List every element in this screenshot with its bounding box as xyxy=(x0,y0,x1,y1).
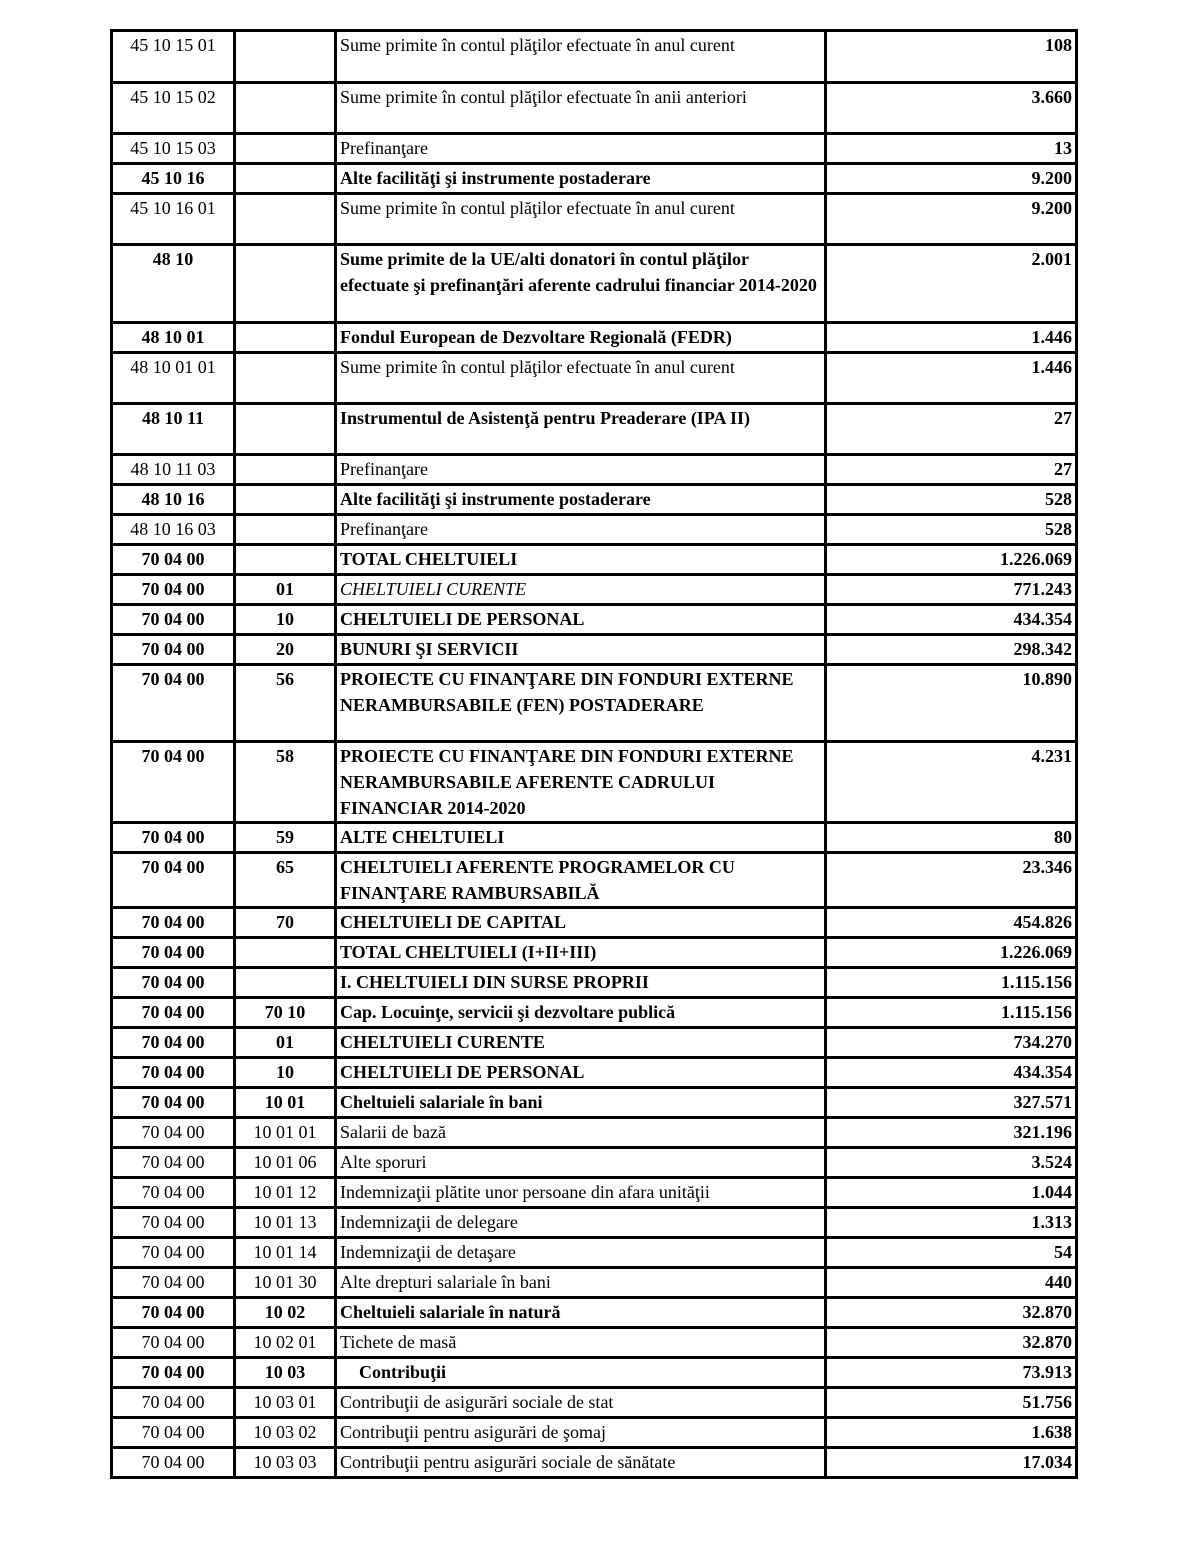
subcode-cell xyxy=(235,134,336,164)
subcode-cell: 10 02 01 xyxy=(235,1328,336,1358)
amount-cell: 434.354 xyxy=(826,605,1077,635)
amount-cell: 3.660 xyxy=(826,83,1077,134)
subcode-cell xyxy=(235,164,336,194)
subcode-cell xyxy=(235,245,336,323)
table-row xyxy=(112,1418,1077,1448)
description-cell: CHELTUIELI DE CAPITAL xyxy=(336,908,826,938)
amount-cell: 1.115.156 xyxy=(826,998,1077,1028)
description-cell: Contribuţii de asigurări sociale de stat xyxy=(336,1388,826,1418)
subcode-cell: 01 xyxy=(235,575,336,605)
subcode-cell: 58 xyxy=(235,742,336,823)
budget-code-cell: 70 04 00 xyxy=(112,1088,235,1118)
budget-code-cell: 70 04 00 xyxy=(112,853,235,908)
budget-code-cell: 70 04 00 xyxy=(112,968,235,998)
subcode-cell: 10 01 30 xyxy=(235,1268,336,1298)
amount-cell: 27 xyxy=(826,455,1077,485)
subcode-cell: 10 01 13 xyxy=(235,1208,336,1238)
subcode-cell: 10 01 12 xyxy=(235,1178,336,1208)
description-cell: Sume primite de la UE/alti donatori în contul plăţilor efectuate şi prefinanţări aferente cadrului financiar 2014-2020 xyxy=(336,245,826,323)
table-row xyxy=(112,1028,1077,1058)
description-cell: Prefinanţare xyxy=(336,515,826,545)
amount-cell: 440 xyxy=(826,1268,1077,1298)
amount-cell: 528 xyxy=(826,485,1077,515)
description-cell: Contribuţii pentru asigurări de şomaj xyxy=(336,1418,826,1448)
description-cell: Contribuţii pentru asigurări sociale de sănătate xyxy=(336,1448,826,1478)
subcode-cell: 01 xyxy=(235,1028,336,1058)
subcode-cell xyxy=(235,31,336,83)
subcode-cell: 59 xyxy=(235,823,336,853)
description-cell: ALTE CHELTUIELI xyxy=(336,823,826,853)
budget-code-cell: 70 04 00 xyxy=(112,605,235,635)
amount-cell: 80 xyxy=(826,823,1077,853)
subcode-cell: 20 xyxy=(235,635,336,665)
description-cell: Indemnizaţii plătite unor persoane din afara unităţii xyxy=(336,1178,826,1208)
budget-table xyxy=(110,29,1078,1479)
description-cell: Salarii de bază xyxy=(336,1118,826,1148)
budget-code-cell: 70 04 00 xyxy=(112,908,235,938)
table-row xyxy=(112,1208,1077,1238)
table-row xyxy=(112,245,1077,323)
description-cell: Alte drepturi salariale în bani xyxy=(336,1268,826,1298)
subcode-cell xyxy=(235,83,336,134)
budget-code-cell: 45 10 15 01 xyxy=(112,31,235,83)
subcode-cell xyxy=(235,455,336,485)
subcode-cell: 70 10 xyxy=(235,998,336,1028)
amount-cell: 454.826 xyxy=(826,908,1077,938)
subcode-cell: 10 01 xyxy=(235,1088,336,1118)
budget-code-cell: 70 04 00 xyxy=(112,1208,235,1238)
budget-code-cell: 70 04 00 xyxy=(112,742,235,823)
description-cell: PROIECTE CU FINANŢARE DIN FONDURI EXTERNE NERAMBURSABILE (FEN) POSTADERARE xyxy=(336,665,826,742)
amount-cell: 73.913 xyxy=(826,1358,1077,1388)
description-cell: Sume primite în contul plăţilor efectuate în anii anteriori xyxy=(336,83,826,134)
table-row xyxy=(112,485,1077,515)
amount-cell: 298.342 xyxy=(826,635,1077,665)
description-cell: Alte facilităţi şi instrumente postaderare xyxy=(336,485,826,515)
amount-cell: 327.571 xyxy=(826,1088,1077,1118)
table-row xyxy=(112,1388,1077,1418)
amount-cell: 27 xyxy=(826,404,1077,455)
table-row xyxy=(112,853,1077,908)
budget-code-cell: 70 04 00 xyxy=(112,1118,235,1148)
budget-code-cell: 70 04 00 xyxy=(112,1298,235,1328)
table-row xyxy=(112,134,1077,164)
table-row xyxy=(112,194,1077,245)
table-row xyxy=(112,515,1077,545)
subcode-cell xyxy=(235,194,336,245)
amount-cell: 771.243 xyxy=(826,575,1077,605)
description-cell: Instrumentul de Asistenţă pentru Preaderare (IPA II) xyxy=(336,404,826,455)
budget-code-cell: 45 10 15 03 xyxy=(112,134,235,164)
description-cell: Cheltuieli salariale în natură xyxy=(336,1298,826,1328)
amount-cell: 108 xyxy=(826,31,1077,83)
subcode-cell xyxy=(235,404,336,455)
budget-code-cell: 48 10 01 01 xyxy=(112,353,235,404)
budget-code-cell: 45 10 15 02 xyxy=(112,83,235,134)
subcode-cell: 10 02 xyxy=(235,1298,336,1328)
amount-cell: 321.196 xyxy=(826,1118,1077,1148)
amount-cell: 1.313 xyxy=(826,1208,1077,1238)
description-cell: Cap. Locuinţe, servicii şi dezvoltare publică xyxy=(336,998,826,1028)
budget-code-cell: 70 04 00 xyxy=(112,1148,235,1178)
description-cell: CHELTUIELI CURENTE xyxy=(336,1028,826,1058)
description-cell: PROIECTE CU FINANŢARE DIN FONDURI EXTERNE NERAMBURSABILE AFERENTE CADRULUI FINANCIAR 2014-2020 xyxy=(336,742,826,823)
budget-code-cell: 70 04 00 xyxy=(112,1328,235,1358)
budget-code-cell: 48 10 01 xyxy=(112,323,235,353)
budget-code-cell: 70 04 00 xyxy=(112,938,235,968)
table-row xyxy=(112,83,1077,134)
description-cell: Tichete de masă xyxy=(336,1328,826,1358)
description-cell: Sume primite în contul plăţilor efectuate în anul curent xyxy=(336,31,826,83)
table-row xyxy=(112,1328,1077,1358)
amount-cell: 734.270 xyxy=(826,1028,1077,1058)
table-row xyxy=(112,353,1077,404)
amount-cell: 1.638 xyxy=(826,1418,1077,1448)
table-row xyxy=(112,1448,1077,1478)
budget-code-cell: 70 04 00 xyxy=(112,665,235,742)
budget-code-cell: 70 04 00 xyxy=(112,1268,235,1298)
amount-cell: 1.446 xyxy=(826,323,1077,353)
amount-cell: 23.346 xyxy=(826,853,1077,908)
description-cell: BUNURI ŞI SERVICII xyxy=(336,635,826,665)
table-row xyxy=(112,1058,1077,1088)
amount-cell: 1.226.069 xyxy=(826,938,1077,968)
amount-cell: 1.226.069 xyxy=(826,545,1077,575)
description-cell: I. CHELTUIELI DIN SURSE PROPRII xyxy=(336,968,826,998)
amount-cell: 51.756 xyxy=(826,1388,1077,1418)
description-cell: Prefinanţare xyxy=(336,455,826,485)
description-cell: Sume primite în contul plăţilor efectuate în anul curent xyxy=(336,353,826,404)
budget-code-cell: 70 04 00 xyxy=(112,1178,235,1208)
amount-cell: 13 xyxy=(826,134,1077,164)
budget-code-cell: 70 04 00 xyxy=(112,1238,235,1268)
description-cell: Cheltuieli salariale în bani xyxy=(336,1088,826,1118)
budget-code-cell: 48 10 xyxy=(112,245,235,323)
table-row xyxy=(112,998,1077,1028)
subcode-cell xyxy=(235,323,336,353)
description-cell: TOTAL CHELTUIELI (I+II+III) xyxy=(336,938,826,968)
budget-code-cell: 70 04 00 xyxy=(112,823,235,853)
subcode-cell: 10 01 06 xyxy=(235,1148,336,1178)
amount-cell: 528 xyxy=(826,515,1077,545)
table-row xyxy=(112,1178,1077,1208)
table-row xyxy=(112,1148,1077,1178)
table-row xyxy=(112,455,1077,485)
amount-cell: 1.115.156 xyxy=(826,968,1077,998)
description-cell: Alte sporuri xyxy=(336,1148,826,1178)
description-cell: Indemnizaţii de detaşare xyxy=(336,1238,826,1268)
budget-code-cell: 48 10 16 xyxy=(112,485,235,515)
table-row xyxy=(112,575,1077,605)
budget-code-cell: 70 04 00 xyxy=(112,1058,235,1088)
amount-cell: 1.044 xyxy=(826,1178,1077,1208)
budget-code-cell: 45 10 16 01 xyxy=(112,194,235,245)
subcode-cell: 10 01 14 xyxy=(235,1238,336,1268)
amount-cell: 54 xyxy=(826,1238,1077,1268)
amount-cell: 3.524 xyxy=(826,1148,1077,1178)
budget-code-cell: 48 10 11 03 xyxy=(112,455,235,485)
subcode-cell xyxy=(235,968,336,998)
table-row xyxy=(112,665,1077,742)
amount-cell: 4.231 xyxy=(826,742,1077,823)
budget-code-cell: 70 04 00 xyxy=(112,1028,235,1058)
description-cell: Fondul European de Dezvoltare Regională (FEDR) xyxy=(336,323,826,353)
subcode-cell: 70 xyxy=(235,908,336,938)
table-row xyxy=(112,742,1077,823)
description-cell: CHELTUIELI CURENTE xyxy=(336,575,826,605)
amount-cell: 17.034 xyxy=(826,1448,1077,1478)
subcode-cell: 10 03 xyxy=(235,1358,336,1388)
table-row xyxy=(112,164,1077,194)
subcode-cell xyxy=(235,515,336,545)
table-row xyxy=(112,605,1077,635)
table-row xyxy=(112,1118,1077,1148)
table-row xyxy=(112,1268,1077,1298)
table-row xyxy=(112,968,1077,998)
table-row xyxy=(112,635,1077,665)
description-cell: TOTAL CHELTUIELI xyxy=(336,545,826,575)
amount-cell: 2.001 xyxy=(826,245,1077,323)
table-row xyxy=(112,1238,1077,1268)
description-cell: Alte facilităţi şi instrumente postaderare xyxy=(336,164,826,194)
subcode-cell: 65 xyxy=(235,853,336,908)
budget-code-cell: 48 10 11 xyxy=(112,404,235,455)
description-cell: CHELTUIELI DE PERSONAL xyxy=(336,1058,826,1088)
table-row xyxy=(112,823,1077,853)
table-row xyxy=(112,545,1077,575)
subcode-cell: 10 xyxy=(235,605,336,635)
budget-code-cell: 70 04 00 xyxy=(112,1448,235,1478)
subcode-cell xyxy=(235,545,336,575)
subcode-cell: 10 01 01 xyxy=(235,1118,336,1148)
budget-code-cell: 70 04 00 xyxy=(112,1358,235,1388)
table-row xyxy=(112,323,1077,353)
amount-cell: 32.870 xyxy=(826,1328,1077,1358)
subcode-cell xyxy=(235,485,336,515)
table-row xyxy=(112,1358,1077,1388)
table-row xyxy=(112,1298,1077,1328)
description-cell: CHELTUIELI DE PERSONAL xyxy=(336,605,826,635)
amount-cell: 32.870 xyxy=(826,1298,1077,1328)
amount-cell: 10.890 xyxy=(826,665,1077,742)
budget-code-cell: 70 04 00 xyxy=(112,998,235,1028)
table-row xyxy=(112,938,1077,968)
subcode-cell: 10 03 01 xyxy=(235,1388,336,1418)
subcode-cell xyxy=(235,938,336,968)
budget-code-cell: 70 04 00 xyxy=(112,575,235,605)
subcode-cell: 10 03 03 xyxy=(235,1448,336,1478)
table-row xyxy=(112,404,1077,455)
table-row xyxy=(112,1088,1077,1118)
budget-code-cell: 45 10 16 xyxy=(112,164,235,194)
description-cell: Indemnizaţii de delegare xyxy=(336,1208,826,1238)
subcode-cell: 10 xyxy=(235,1058,336,1088)
description-cell: Sume primite în contul plăţilor efectuate în anul curent xyxy=(336,194,826,245)
budget-code-cell: 70 04 00 xyxy=(112,545,235,575)
budget-code-cell: 70 04 00 xyxy=(112,1418,235,1448)
table-row xyxy=(112,31,1077,83)
description-cell: CHELTUIELI AFERENTE PROGRAMELOR CU FINANŢARE RAMBURSABILĂ xyxy=(336,853,826,908)
amount-cell: 434.354 xyxy=(826,1058,1077,1088)
description-cell: Prefinanţare xyxy=(336,134,826,164)
budget-code-cell: 48 10 16 03 xyxy=(112,515,235,545)
amount-cell: 9.200 xyxy=(826,194,1077,245)
subcode-cell: 10 03 02 xyxy=(235,1418,336,1448)
amount-cell: 9.200 xyxy=(826,164,1077,194)
budget-code-cell: 70 04 00 xyxy=(112,635,235,665)
subcode-cell xyxy=(235,353,336,404)
budget-code-cell: 70 04 00 xyxy=(112,1388,235,1418)
description-cell: Contribuţii xyxy=(336,1358,826,1388)
amount-cell: 1.446 xyxy=(826,353,1077,404)
table-row xyxy=(112,908,1077,938)
budget-table-body xyxy=(112,31,1077,1478)
subcode-cell: 56 xyxy=(235,665,336,742)
